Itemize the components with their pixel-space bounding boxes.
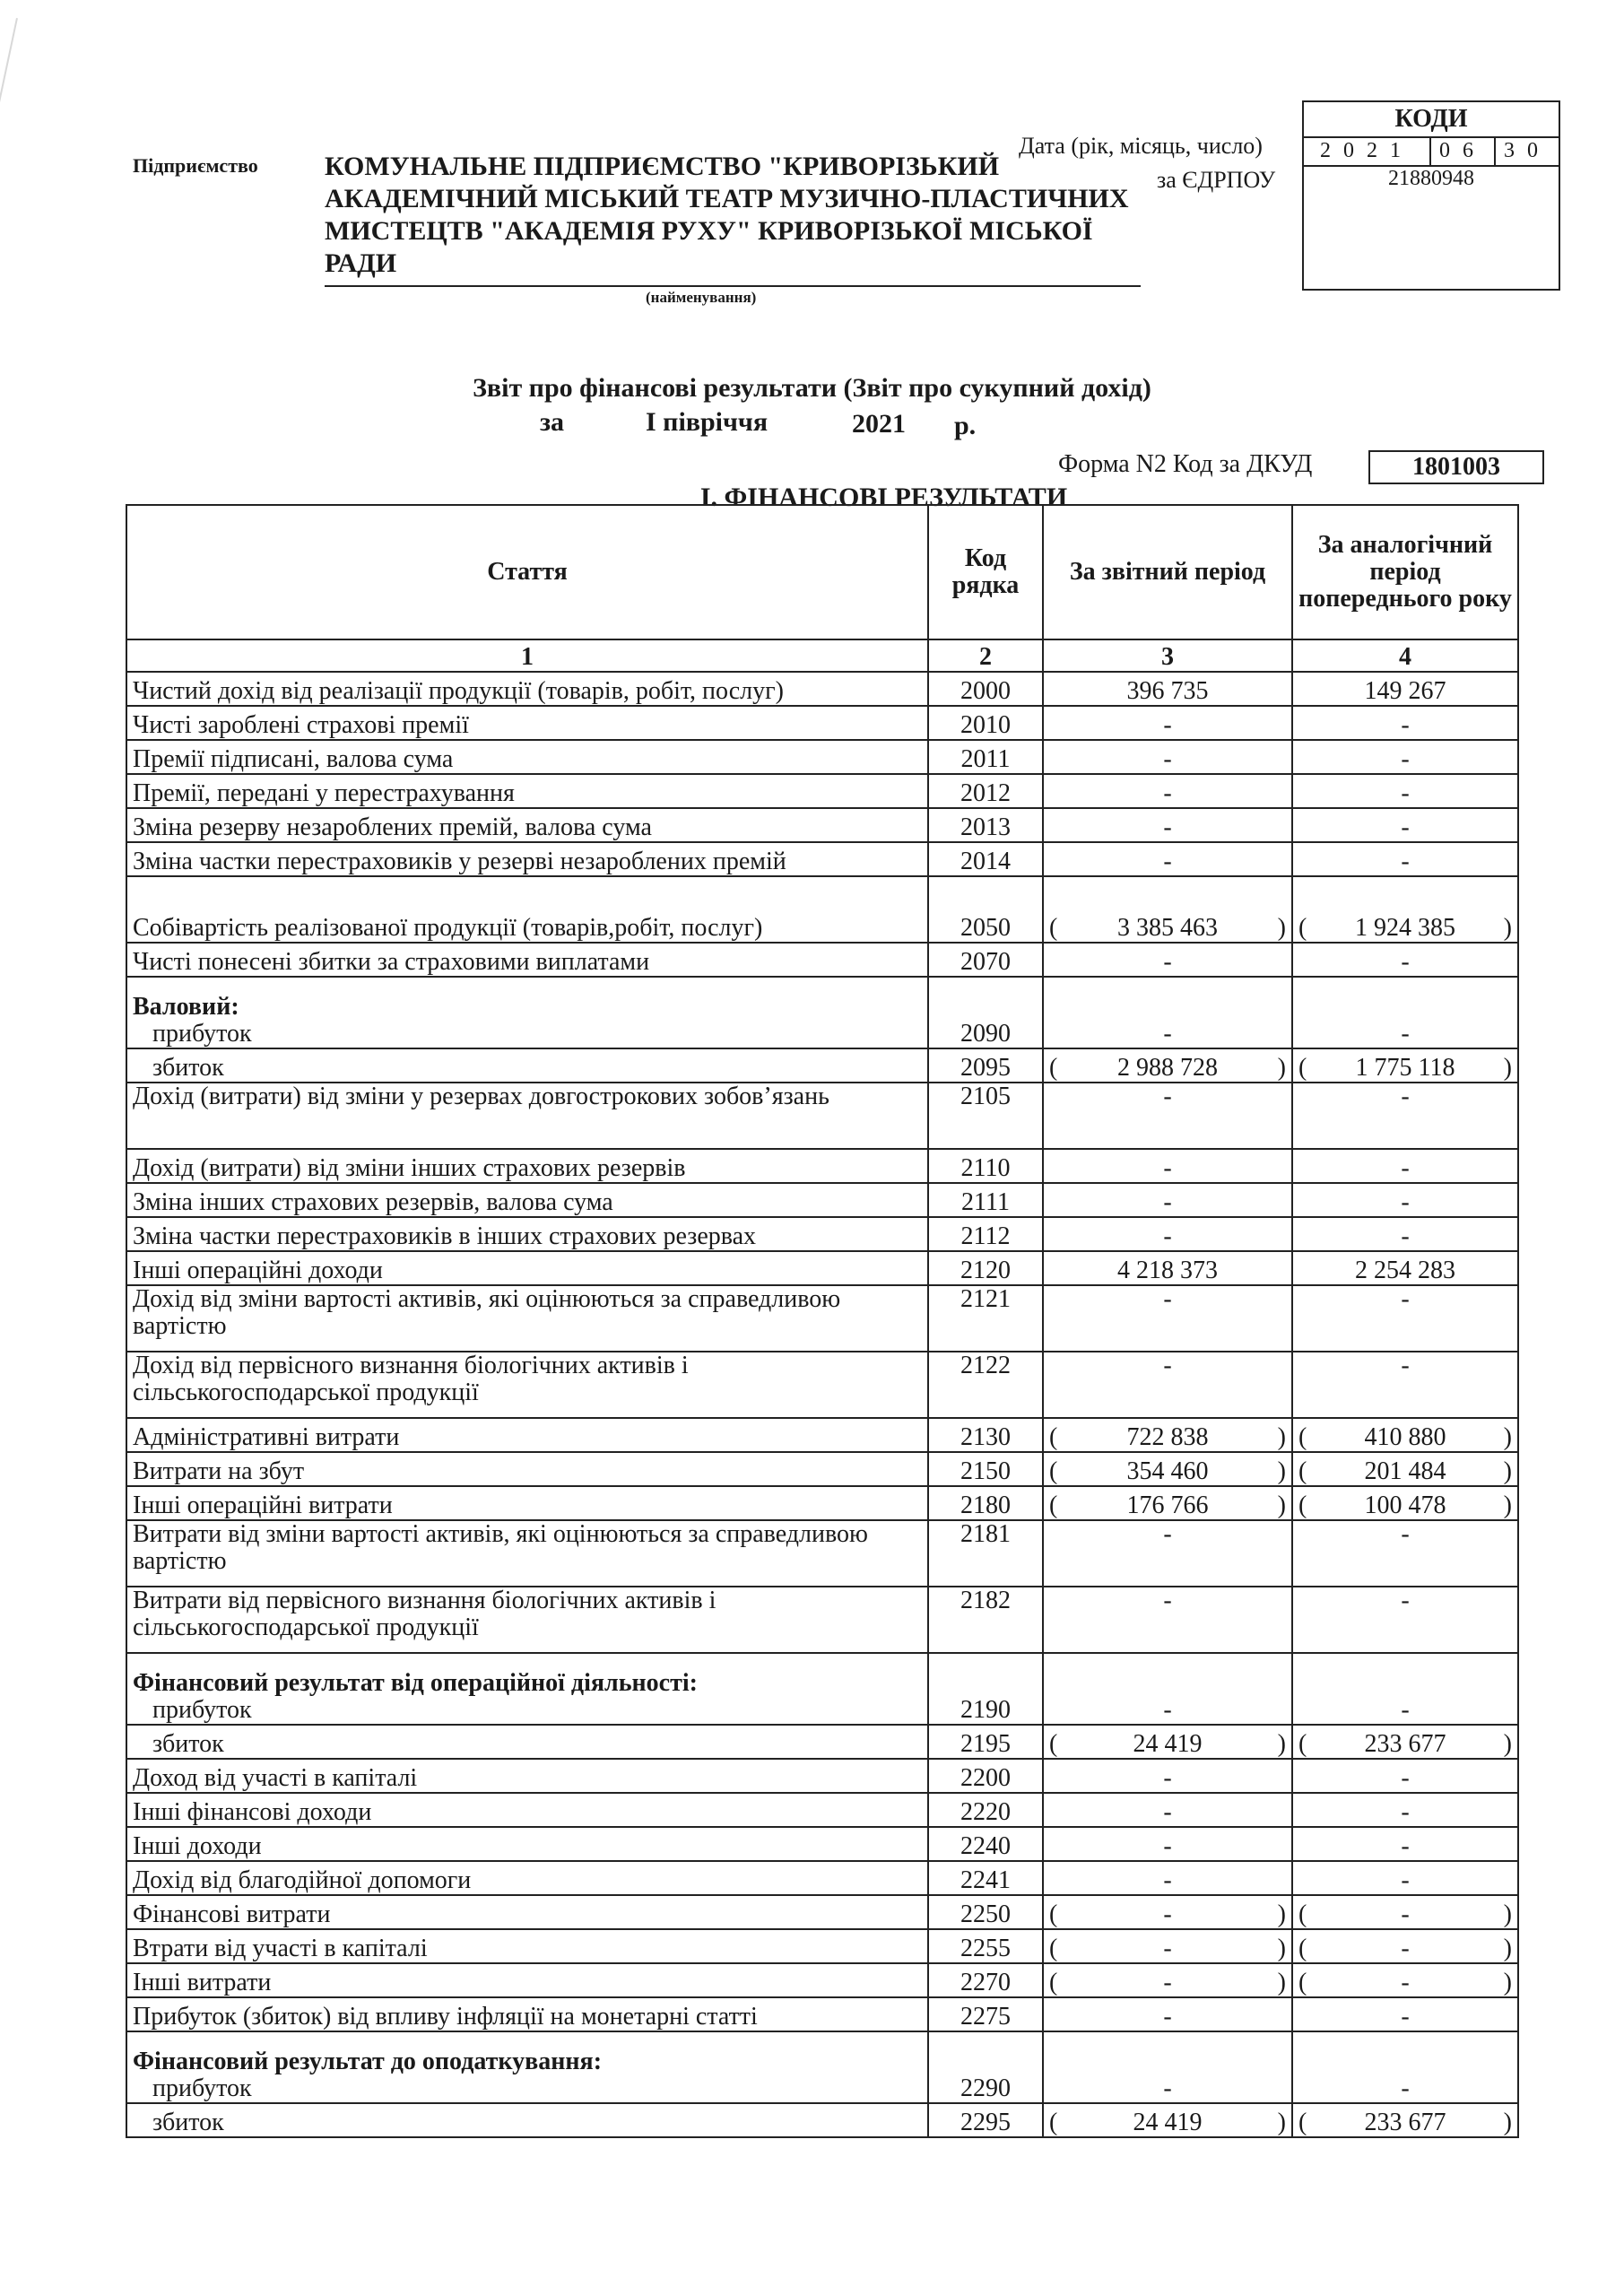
row-label: Інші операційні доходи xyxy=(133,1257,383,1284)
row-code: 2240 xyxy=(928,1827,1043,1861)
header-previous: За аналогічний період попереднього року xyxy=(1292,505,1518,639)
row-label: Фінансові витрати xyxy=(133,1900,331,1928)
row-value-previous: - xyxy=(1292,1997,1518,2031)
row-label-cell xyxy=(126,977,928,1048)
table-row xyxy=(126,1725,1518,1759)
row-label-cell xyxy=(126,1083,928,1149)
value-text: 354 460 xyxy=(1126,1457,1209,1485)
row-value-current: - xyxy=(1043,1997,1292,2031)
paren-close: ) xyxy=(1277,1492,1286,1519)
period-for: за xyxy=(540,407,565,437)
date-day: 30 xyxy=(1504,138,1550,162)
table-row xyxy=(126,1520,1518,1587)
table-row xyxy=(126,943,1518,977)
row-value-previous: - xyxy=(1292,706,1518,740)
paren-open: ( xyxy=(1298,1935,1307,1962)
row-value-previous: - xyxy=(1292,1587,1518,1653)
table-row xyxy=(126,977,1518,1048)
table-row xyxy=(126,1759,1518,1793)
row-value-current xyxy=(1043,1929,1292,1963)
row-value-previous xyxy=(1292,1048,1518,1083)
value-text: - xyxy=(1401,1900,1410,1928)
row-label: Доход від участі в капіталі xyxy=(133,1764,418,1792)
table-row xyxy=(126,842,1518,876)
paren-close: ) xyxy=(1503,1054,1512,1082)
paren-open: ( xyxy=(1298,1492,1307,1519)
row-value-previous: - xyxy=(1292,774,1518,808)
paren-close: ) xyxy=(1277,914,1286,942)
row-code: 2150 xyxy=(928,1452,1043,1486)
row-code: 2121 xyxy=(928,1285,1043,1352)
row-code: 2130 xyxy=(928,1418,1043,1452)
row-label-cell xyxy=(126,2103,928,2137)
row-value-previous xyxy=(1292,1895,1518,1929)
section-title: І. ФІНАНСОВІ РЕЗУЛЬТАТИ xyxy=(699,483,1068,512)
table-row xyxy=(126,672,1518,706)
table-row xyxy=(126,774,1518,808)
row-label-cell xyxy=(126,943,928,977)
row-code: 2112 xyxy=(928,1217,1043,1251)
row-value-current xyxy=(1043,1486,1292,1520)
value-text: - xyxy=(1163,1969,1172,1996)
row-value-previous: - xyxy=(1292,1520,1518,1587)
row-label-cell xyxy=(126,1929,928,1963)
value-text: 201 484 xyxy=(1364,1457,1446,1485)
table-row xyxy=(126,1183,1518,1217)
row-label-cell xyxy=(126,1963,928,1997)
row-label: Прибуток (збиток) від впливу інфляції на монетарні статті xyxy=(133,2003,758,2031)
row-label-cell xyxy=(126,1759,928,1793)
paren-close: ) xyxy=(1503,1969,1512,1996)
table-row xyxy=(126,1418,1518,1452)
row-label: Премії, передані у перестрахування xyxy=(133,779,515,807)
row-value-previous: - xyxy=(1292,1217,1518,1251)
table-row xyxy=(126,1653,1518,1725)
date-year: 2021 xyxy=(1304,136,1431,165)
row-label: прибуток xyxy=(152,1696,252,1724)
row-label-cell xyxy=(126,1725,928,1759)
date-month: 06 xyxy=(1431,136,1496,165)
row-label: збиток xyxy=(152,1054,224,1082)
paren-close: ) xyxy=(1503,914,1512,942)
row-code: 2111 xyxy=(928,1183,1043,1217)
row-value-previous xyxy=(1292,1963,1518,1997)
row-label: Чистий дохід від реалізації продукції (товарів, робіт, послуг) xyxy=(133,677,784,705)
value-text: 410 880 xyxy=(1364,1423,1446,1451)
value-text: 24 419 xyxy=(1133,2109,1203,2136)
value-text: 2 988 728 xyxy=(1117,1054,1218,1082)
row-value-current: - xyxy=(1043,1183,1292,1217)
row-label: Зміна частки перестраховиків в інших страхових резервах xyxy=(133,1222,757,1250)
row-value-previous: - xyxy=(1292,1827,1518,1861)
row-label: Інші доходи xyxy=(133,1832,262,1860)
row-label: Премії підписані, валова сума xyxy=(133,745,454,773)
row-label-cell xyxy=(126,1418,928,1452)
enterprise-label: Підприємство xyxy=(133,154,258,177)
value-text: 100 478 xyxy=(1364,1492,1446,1519)
row-code: 2010 xyxy=(928,706,1043,740)
paren-close: ) xyxy=(1277,1423,1286,1451)
row-label-cell xyxy=(126,706,928,740)
row-value-previous: - xyxy=(1292,1861,1518,1895)
paren-open: ( xyxy=(1298,914,1307,942)
row-label-cell xyxy=(126,842,928,876)
paren-open: ( xyxy=(1298,1969,1307,1996)
row-label-cell xyxy=(126,1217,928,1251)
row-value-previous: - xyxy=(1292,1653,1518,1725)
row-value-current xyxy=(1043,2103,1292,2137)
row-value-current: - xyxy=(1043,1520,1292,1587)
header-article: Стаття xyxy=(126,505,928,639)
row-value-previous: - xyxy=(1292,943,1518,977)
paren-open: ( xyxy=(1049,1935,1058,1962)
paren-close: ) xyxy=(1277,1969,1286,1996)
row-label-cell xyxy=(126,1251,928,1285)
row-code: 2000 xyxy=(928,672,1043,706)
row-label-cell xyxy=(126,774,928,808)
table-row xyxy=(126,1861,1518,1895)
header-code: Код рядка xyxy=(928,505,1043,639)
row-code: 2190 xyxy=(928,1653,1043,1725)
row-value-current: - xyxy=(1043,1587,1292,1653)
row-code: 2195 xyxy=(928,1725,1043,1759)
row-value-current xyxy=(1043,1418,1292,1452)
row-value-current: - xyxy=(1043,1861,1292,1895)
row-value-previous xyxy=(1292,1725,1518,1759)
row-value-current xyxy=(1043,1048,1292,1083)
row-code: 2013 xyxy=(928,808,1043,842)
paren-close: ) xyxy=(1503,1492,1512,1519)
row-value-previous xyxy=(1292,1452,1518,1486)
row-label-cell xyxy=(126,1520,928,1587)
value-text: - xyxy=(1163,1900,1172,1928)
table-row xyxy=(126,1048,1518,1083)
row-label-cell xyxy=(126,1861,928,1895)
row-value-current: - xyxy=(1043,740,1292,774)
row-value-current xyxy=(1043,1895,1292,1929)
paren-close: ) xyxy=(1277,1730,1286,1758)
row-value-previous: - xyxy=(1292,1352,1518,1418)
row-value-previous: - xyxy=(1292,2031,1518,2103)
row-code: 2220 xyxy=(928,1793,1043,1827)
paren-open: ( xyxy=(1049,914,1058,942)
row-label: Адміністративні витрати xyxy=(133,1423,400,1451)
row-label-cell xyxy=(126,1452,928,1486)
colnum-2: 2 xyxy=(928,639,1043,672)
table-body xyxy=(126,672,1518,2137)
paren-open: ( xyxy=(1049,1969,1058,1996)
colnum-1: 1 xyxy=(126,639,928,672)
table-row xyxy=(126,1452,1518,1486)
row-group-label: Фінансовий результат до оподаткування: xyxy=(133,2048,603,2075)
table-row xyxy=(126,1587,1518,1653)
row-label-cell xyxy=(126,672,928,706)
paren-open: ( xyxy=(1298,1900,1307,1928)
paren-close: ) xyxy=(1503,1423,1512,1451)
row-label-cell xyxy=(126,1486,928,1520)
enterprise-underline xyxy=(325,285,1141,287)
row-label-cell xyxy=(126,808,928,842)
row-label-cell xyxy=(126,1149,928,1183)
row-label: Зміна резерву незароблених премій, валова сума xyxy=(133,813,652,841)
row-value-previous: - xyxy=(1292,1793,1518,1827)
row-code: 2090 xyxy=(928,977,1043,1048)
row-value-previous: - xyxy=(1292,1083,1518,1149)
financial-results-table xyxy=(126,504,1519,2138)
paren-open: ( xyxy=(1298,1054,1307,1082)
value-text: - xyxy=(1163,1935,1172,1962)
row-label-cell xyxy=(126,1653,928,1725)
paren-close: ) xyxy=(1503,2109,1512,2136)
paren-close: ) xyxy=(1503,1935,1512,1962)
paren-open: ( xyxy=(1049,1900,1058,1928)
row-value-current: - xyxy=(1043,1352,1292,1418)
table-row xyxy=(126,2103,1518,2137)
paren-open: ( xyxy=(1298,1423,1307,1451)
paren-open: ( xyxy=(1049,1492,1058,1519)
row-value-current: - xyxy=(1043,1653,1292,1725)
table-row xyxy=(126,740,1518,774)
value-text: 24 419 xyxy=(1133,1730,1203,1758)
colnum-3: 3 xyxy=(1043,639,1292,672)
row-label: збиток xyxy=(152,2109,224,2136)
row-label-cell xyxy=(126,1997,928,2031)
row-value-previous: - xyxy=(1292,977,1518,1048)
row-code: 2050 xyxy=(928,876,1043,943)
table-row xyxy=(126,1895,1518,1929)
period-name: І півріччя xyxy=(646,407,769,437)
row-value-current: - xyxy=(1043,808,1292,842)
paren-close: ) xyxy=(1277,2109,1286,2136)
row-label: Інші витрати xyxy=(133,1969,272,1996)
row-value-current: - xyxy=(1043,977,1292,1048)
row-value-previous: - xyxy=(1292,1759,1518,1793)
row-value-previous: - xyxy=(1292,1183,1518,1217)
paren-open: ( xyxy=(1049,2109,1058,2136)
row-value-current xyxy=(1043,1963,1292,1997)
row-value-current: - xyxy=(1043,1793,1292,1827)
value-text: - xyxy=(1401,1969,1410,1996)
row-label-cell xyxy=(126,1587,928,1653)
row-value-current: - xyxy=(1043,1759,1292,1793)
row-code: 2105 xyxy=(928,1083,1043,1149)
paren-open: ( xyxy=(1298,1457,1307,1485)
table-row xyxy=(126,2031,1518,2103)
paren-close: ) xyxy=(1277,1935,1286,1962)
row-code: 2275 xyxy=(928,1997,1043,2031)
row-label: Чисті понесені збитки за страховими виплатами xyxy=(133,948,650,976)
paren-open: ( xyxy=(1298,1730,1307,1758)
row-value-previous: 2 254 283 xyxy=(1292,1251,1518,1285)
period-year-suffix: р. xyxy=(954,411,977,440)
table-row xyxy=(126,876,1518,943)
row-code: 2255 xyxy=(928,1929,1043,1963)
paren-close: ) xyxy=(1503,1457,1512,1485)
row-label: збиток xyxy=(152,1730,224,1758)
row-label: Витрати від первісного визнання біологічних активів і сільськогосподарської продукції xyxy=(133,1587,716,1641)
row-code: 2270 xyxy=(928,1963,1043,1997)
table-row xyxy=(126,1929,1518,1963)
paren-open: ( xyxy=(1049,1423,1058,1451)
row-value-previous xyxy=(1292,1418,1518,1452)
row-value-previous: - xyxy=(1292,808,1518,842)
table-row xyxy=(126,1251,1518,1285)
paren-open: ( xyxy=(1049,1457,1058,1485)
paren-close: ) xyxy=(1503,1730,1512,1758)
table-row xyxy=(126,808,1518,842)
table-row xyxy=(126,1963,1518,1997)
scan-edge-mark xyxy=(0,18,18,335)
row-label: Втрати від участі в капіталі xyxy=(133,1935,428,1962)
row-code: 2095 xyxy=(928,1048,1043,1083)
paren-open: ( xyxy=(1049,1730,1058,1758)
row-group-label: Валовий: xyxy=(133,993,239,1021)
table-row xyxy=(126,1083,1518,1149)
row-label-cell xyxy=(126,876,928,943)
row-value-previous: - xyxy=(1292,1285,1518,1352)
row-label: Зміна інших страхових резервів, валова сума xyxy=(133,1188,613,1216)
row-value-current: - xyxy=(1043,1083,1292,1149)
row-value-previous: - xyxy=(1292,842,1518,876)
period-year: 2021 xyxy=(852,409,906,439)
row-value-current: - xyxy=(1043,1827,1292,1861)
row-label: Собівартість реалізованої продукції (товарів,робіт, послуг) xyxy=(133,914,763,942)
row-code: 2120 xyxy=(928,1251,1043,1285)
row-label: Витрати на збут xyxy=(133,1457,305,1485)
row-value-current: - xyxy=(1043,1149,1292,1183)
date-cells xyxy=(1304,136,1559,167)
table-row xyxy=(126,1486,1518,1520)
row-code: 2180 xyxy=(928,1486,1043,1520)
row-value-current: 4 218 373 xyxy=(1043,1251,1292,1285)
row-label: Дохід від зміни вартості активів, які оцінюються за справедливою вартістю xyxy=(133,1285,841,1340)
enterprise-name: КОМУНАЛЬНЕ ПІДПРИЄМСТВО "КРИВОРІЗЬКИЙ АКАДЕМІЧНИЙ МІСЬКИЙ ТЕАТР МУЗИЧНО-ПЛАСТИЧНИХ МИСТЕЦТВ "АКАДЕМІЯ РУХУ" КРИВОРІЗЬКОЇ МІСЬКОЇ РАДИ xyxy=(325,152,1129,278)
value-text: 233 677 xyxy=(1364,1730,1446,1758)
dkud-code: 1801003 xyxy=(1368,450,1544,484)
row-value-previous: 149 267 xyxy=(1292,672,1518,706)
row-value-current: - xyxy=(1043,1285,1292,1352)
row-value-current xyxy=(1043,876,1292,943)
paren-close: ) xyxy=(1277,1054,1286,1082)
row-value-current: - xyxy=(1043,2031,1292,2103)
row-label-cell xyxy=(126,740,928,774)
row-label: Дохід від первісного визнання біологічних активів і сільськогосподарської продукції xyxy=(133,1352,689,1406)
table-row xyxy=(126,1997,1518,2031)
row-value-current: - xyxy=(1043,706,1292,740)
row-label-cell xyxy=(126,1895,928,1929)
row-label: прибуток xyxy=(152,2074,252,2102)
codes-title: КОДИ xyxy=(1304,102,1559,138)
paren-close: ) xyxy=(1503,1900,1512,1928)
row-value-current: - xyxy=(1043,842,1292,876)
row-value-current: - xyxy=(1043,943,1292,977)
value-text: 176 766 xyxy=(1126,1492,1209,1519)
value-text: 233 677 xyxy=(1364,2109,1446,2136)
row-value-previous: - xyxy=(1292,1149,1518,1183)
row-label-cell xyxy=(126,1285,928,1352)
row-label-cell xyxy=(126,1827,928,1861)
row-label-cell xyxy=(126,1048,928,1083)
row-label: Зміна частки перестраховиків у резерві незароблених премій xyxy=(133,848,786,875)
row-value-current: 396 735 xyxy=(1043,672,1292,706)
row-label: Інші операційні витрати xyxy=(133,1492,393,1519)
table-row xyxy=(126,1149,1518,1183)
table-row xyxy=(126,1217,1518,1251)
value-text: 3 385 463 xyxy=(1117,914,1218,942)
row-code: 2014 xyxy=(928,842,1043,876)
row-code: 2295 xyxy=(928,2103,1043,2137)
paren-open: ( xyxy=(1298,2109,1307,2136)
row-label: прибуток xyxy=(152,1020,252,1048)
row-label: Дохід від благодійної допомоги xyxy=(133,1866,472,1894)
paren-close: ) xyxy=(1277,1900,1286,1928)
table-row xyxy=(126,1285,1518,1352)
row-code: 2012 xyxy=(928,774,1043,808)
row-code: 2290 xyxy=(928,2031,1043,2103)
row-label: Інші фінансові доходи xyxy=(133,1798,372,1826)
name-caption: (найменування) xyxy=(646,289,757,306)
row-value-previous xyxy=(1292,1929,1518,1963)
row-code: 2011 xyxy=(928,740,1043,774)
edrpou-label: за ЄДРПОУ xyxy=(1157,167,1276,193)
value-text: 1 924 385 xyxy=(1355,914,1455,942)
codes-box xyxy=(1302,100,1560,291)
row-label: Чисті зароблені страхові премії xyxy=(133,711,469,739)
header-current: За звітний період xyxy=(1043,505,1292,639)
row-value-current xyxy=(1043,1452,1292,1486)
date-label: Дата (рік, місяць, число) xyxy=(1019,133,1263,159)
value-text: - xyxy=(1401,1935,1410,1962)
row-group-label: Фінансовий результат від операційної діяльності: xyxy=(133,1669,698,1697)
row-code: 2181 xyxy=(928,1520,1043,1587)
value-text: 722 838 xyxy=(1126,1423,1209,1451)
report-title: Звіт про фінансові результати (Звіт про сукупний дохід) xyxy=(473,373,1151,403)
row-code: 2110 xyxy=(928,1149,1043,1183)
row-value-previous xyxy=(1292,2103,1518,2137)
row-code: 2200 xyxy=(928,1759,1043,1793)
table-row xyxy=(126,1827,1518,1861)
row-code: 2250 xyxy=(928,1895,1043,1929)
edrpou-code: 21880948 xyxy=(1388,167,1474,190)
row-label: Дохід (витрати) від зміни інших страхових резервів xyxy=(133,1154,686,1182)
row-code: 2122 xyxy=(928,1352,1043,1418)
table-row xyxy=(126,1352,1518,1418)
table-row xyxy=(126,706,1518,740)
row-value-previous xyxy=(1292,876,1518,943)
row-code: 2241 xyxy=(928,1861,1043,1895)
paren-open: ( xyxy=(1049,1054,1058,1082)
row-label-cell xyxy=(126,1183,928,1217)
row-value-previous xyxy=(1292,1486,1518,1520)
row-value-current: - xyxy=(1043,774,1292,808)
row-label-cell xyxy=(126,1793,928,1827)
row-label: Витрати від зміни вартості активів, які оцінюються за справедливою вартістю xyxy=(133,1520,868,1575)
table-row xyxy=(126,1793,1518,1827)
row-label-cell xyxy=(126,2031,928,2103)
row-label: Дохід (витрати) від зміни у резервах довгострокових зобов’язань xyxy=(133,1083,829,1110)
value-text: 1 775 118 xyxy=(1355,1054,1455,1082)
row-code: 2182 xyxy=(928,1587,1043,1653)
row-value-current xyxy=(1043,1725,1292,1759)
paren-close: ) xyxy=(1277,1457,1286,1485)
colnum-4: 4 xyxy=(1292,639,1518,672)
row-value-current: - xyxy=(1043,1217,1292,1251)
row-code: 2070 xyxy=(928,943,1043,977)
form-label: Форма N2 Код за ДКУД xyxy=(1058,450,1313,478)
row-label-cell xyxy=(126,1352,928,1418)
row-value-previous: - xyxy=(1292,740,1518,774)
